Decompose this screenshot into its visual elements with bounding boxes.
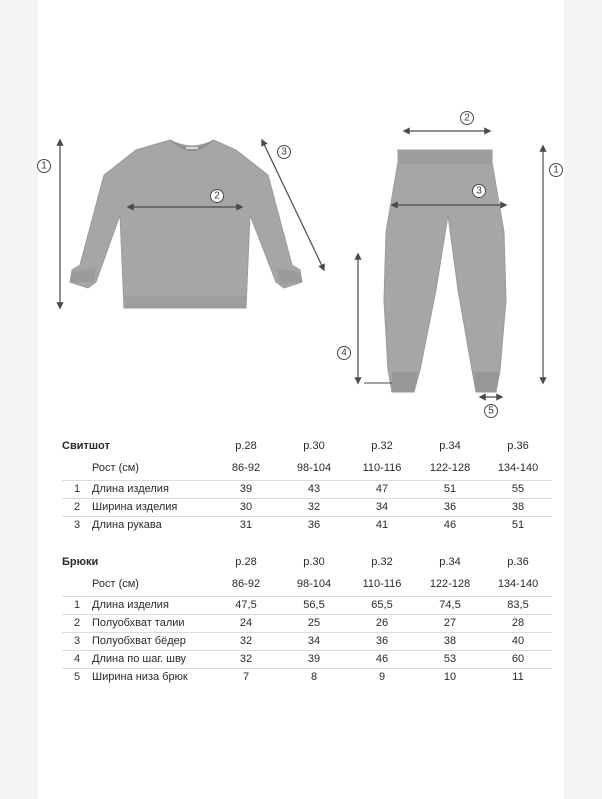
cell-value: 9 bbox=[348, 668, 416, 686]
cell-value: 30 bbox=[212, 498, 280, 516]
marker-inseam-icon bbox=[338, 347, 351, 360]
cell-value: 43 bbox=[280, 480, 348, 498]
row-number: 2 bbox=[62, 614, 86, 632]
cell-value: 60 bbox=[484, 650, 552, 668]
svg-text:2: 2 bbox=[464, 112, 470, 124]
marker-sleeve-icon bbox=[278, 146, 291, 159]
table-row bbox=[62, 516, 552, 534]
size-header: р.32 bbox=[371, 556, 393, 568]
row-label: Длина рукава bbox=[86, 516, 212, 534]
cell-value: 8 bbox=[280, 668, 348, 686]
row-number: 1 bbox=[62, 596, 86, 614]
sweatshirt-illustration bbox=[70, 140, 302, 308]
cell-value: 32 bbox=[212, 632, 280, 650]
cell-value: 51 bbox=[484, 516, 552, 534]
row-number: 1 bbox=[62, 480, 86, 498]
height-value: 110-116 bbox=[362, 461, 402, 474]
row-label: Полуобхват бёдер bbox=[86, 632, 212, 650]
table-title: Брюки bbox=[62, 556, 99, 568]
row-label: Ширина изделия bbox=[86, 498, 212, 516]
size-header: р.30 bbox=[303, 556, 325, 568]
table-row bbox=[62, 596, 552, 614]
cell-value: 36 bbox=[348, 632, 416, 650]
row-number: 4 bbox=[62, 650, 86, 668]
cell-value: 31 bbox=[212, 516, 280, 534]
cell-value: 25 bbox=[280, 614, 348, 632]
cell-value: 34 bbox=[348, 498, 416, 516]
cell-value: 40 bbox=[484, 632, 552, 650]
size-header: р.36 bbox=[507, 440, 529, 452]
row-number: 2 bbox=[62, 498, 86, 516]
cell-value: 28 bbox=[484, 614, 552, 632]
size-header: р.34 bbox=[439, 556, 461, 568]
marker-waist-icon bbox=[461, 112, 474, 125]
height-row bbox=[62, 456, 552, 480]
cell-value: 51 bbox=[416, 480, 484, 498]
cell-value: 32 bbox=[212, 650, 280, 668]
cell-value: 26 bbox=[348, 614, 416, 632]
row-label: Полуобхват талии bbox=[86, 614, 212, 632]
svg-text:3: 3 bbox=[476, 185, 482, 197]
cell-value: 32 bbox=[280, 498, 348, 516]
cell-value: 83,5 bbox=[484, 596, 552, 614]
sweatshirt-size-table bbox=[62, 436, 552, 534]
marker-hem-icon bbox=[485, 405, 498, 418]
size-header: р.32 bbox=[371, 440, 393, 452]
height-label: Рост (см) bbox=[92, 577, 139, 590]
size-header: р.34 bbox=[439, 440, 461, 452]
height-value: 86-92 bbox=[231, 461, 261, 474]
table-title: Свитшот bbox=[62, 440, 110, 452]
cell-value: 36 bbox=[280, 516, 348, 534]
height-label: Рост (см) bbox=[92, 461, 139, 474]
cell-value: 47 bbox=[348, 480, 416, 498]
cell-value: 24 bbox=[212, 614, 280, 632]
cell-value: 46 bbox=[348, 650, 416, 668]
row-label: Длина изделия bbox=[86, 596, 212, 614]
height-row bbox=[62, 572, 552, 596]
cell-value: 56,5 bbox=[280, 596, 348, 614]
pants-size-table bbox=[62, 552, 552, 686]
height-value: 110-116 bbox=[362, 577, 402, 590]
table-row bbox=[62, 614, 552, 632]
height-value: 134-140 bbox=[497, 461, 539, 474]
cell-value: 47,5 bbox=[212, 596, 280, 614]
cell-value: 41 bbox=[348, 516, 416, 534]
row-label: Длина изделия bbox=[86, 480, 212, 498]
marker-width-icon bbox=[211, 190, 224, 203]
height-value: 98-104 bbox=[296, 577, 332, 590]
height-value: 86-92 bbox=[231, 577, 261, 590]
size-header: р.28 bbox=[235, 440, 257, 452]
cell-value: 38 bbox=[484, 498, 552, 516]
marker-length-icon bbox=[550, 164, 563, 177]
svg-text:1: 1 bbox=[553, 164, 559, 176]
height-value: 122-128 bbox=[429, 577, 471, 590]
table-row bbox=[62, 668, 552, 686]
cell-value: 53 bbox=[416, 650, 484, 668]
table-row bbox=[62, 632, 552, 650]
height-value: 98-104 bbox=[296, 461, 332, 474]
row-number: 3 bbox=[62, 632, 86, 650]
height-value: 134-140 bbox=[497, 577, 539, 590]
cell-value: 65,5 bbox=[348, 596, 416, 614]
svg-text:5: 5 bbox=[488, 405, 494, 417]
cell-value: 39 bbox=[212, 480, 280, 498]
svg-text:1: 1 bbox=[41, 160, 47, 172]
cell-value: 27 bbox=[416, 614, 484, 632]
marker-hips-icon bbox=[473, 185, 486, 198]
height-value: 122-128 bbox=[429, 461, 471, 474]
marker-length-icon bbox=[38, 160, 51, 173]
cell-value: 7 bbox=[212, 668, 280, 686]
cell-value: 11 bbox=[484, 668, 552, 686]
row-number: 5 bbox=[62, 668, 86, 686]
svg-text:4: 4 bbox=[341, 347, 347, 359]
cell-value: 55 bbox=[484, 480, 552, 498]
row-label: Ширина низа брюк bbox=[86, 668, 212, 686]
cell-value: 39 bbox=[280, 650, 348, 668]
svg-text:2: 2 bbox=[214, 190, 220, 202]
table-header-row bbox=[62, 436, 552, 456]
table-header-row bbox=[62, 552, 552, 572]
pants-illustration bbox=[384, 150, 506, 392]
row-number: 3 bbox=[62, 516, 86, 534]
table-row bbox=[62, 498, 552, 516]
table-row bbox=[62, 650, 552, 668]
cell-value: 34 bbox=[280, 632, 348, 650]
cell-value: 74,5 bbox=[416, 596, 484, 614]
table-row bbox=[62, 480, 552, 498]
cell-value: 10 bbox=[416, 668, 484, 686]
row-label: Длина по шаг. шву bbox=[86, 650, 212, 668]
svg-text:3: 3 bbox=[281, 146, 287, 158]
cell-value: 36 bbox=[416, 498, 484, 516]
cell-value: 46 bbox=[416, 516, 484, 534]
size-header: р.30 bbox=[303, 440, 325, 452]
size-header: р.36 bbox=[507, 556, 529, 568]
cell-value: 38 bbox=[416, 632, 484, 650]
size-header: р.28 bbox=[235, 556, 257, 568]
